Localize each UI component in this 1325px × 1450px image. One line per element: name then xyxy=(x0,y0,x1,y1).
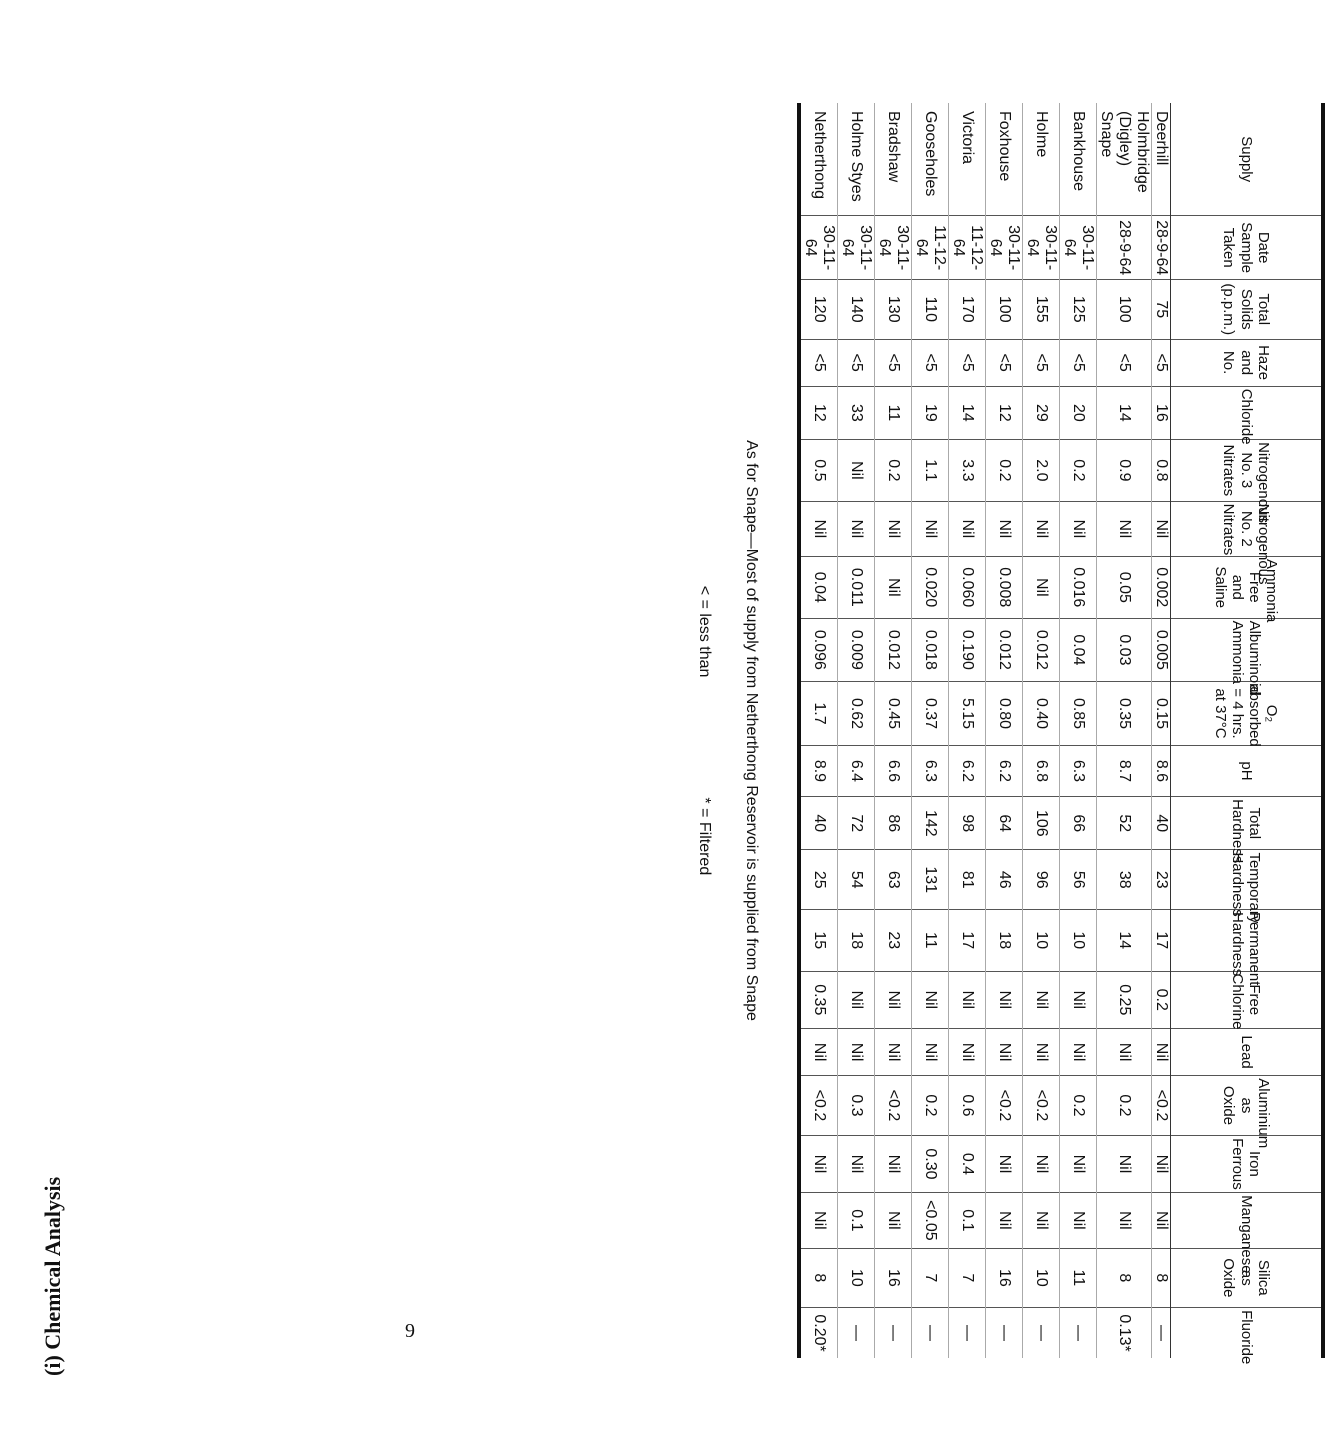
table-cell: 0.018 xyxy=(912,618,949,682)
table-cell: 0.20* xyxy=(799,1308,838,1358)
table-cell: — xyxy=(1060,1308,1097,1358)
table-cell: Nil xyxy=(1060,1029,1097,1076)
table-row xyxy=(838,103,875,1358)
table-cell: 20 xyxy=(1060,386,1097,439)
table-cell: 0.012 xyxy=(875,618,912,682)
table-cell: 0.85 xyxy=(1060,682,1097,746)
table-row xyxy=(1060,103,1097,1358)
table-cell: Nil xyxy=(949,971,986,1028)
table-cell: 33 xyxy=(838,386,875,439)
table-cell: Nil xyxy=(1060,501,1097,556)
table-cell: Nil xyxy=(875,501,912,556)
table-cell: 10 xyxy=(838,1248,875,1308)
column-header: Aluminium as Oxide xyxy=(1171,1076,1324,1136)
table-cell: 29 xyxy=(1023,386,1060,439)
table-cell: Nil xyxy=(875,1135,912,1192)
table-cell: 0.2 xyxy=(912,1076,949,1136)
table-cell: 0.04 xyxy=(799,557,838,619)
column-header: Supply xyxy=(1171,103,1324,216)
table-cell: 0.04 xyxy=(1060,618,1097,682)
table-cell: Nil xyxy=(799,1193,838,1248)
table-cell: Nil xyxy=(799,1135,838,1192)
table-cell: 6.2 xyxy=(986,745,1023,796)
table-cell: 100 xyxy=(1097,279,1152,339)
table-cell: Nil xyxy=(912,1029,949,1076)
table-cell: 100 xyxy=(986,279,1023,339)
table-cell: 14 xyxy=(1097,386,1152,439)
table-cell: 0.37 xyxy=(912,682,949,746)
table-cell: Nil xyxy=(799,501,838,556)
table-cell: 23 xyxy=(875,909,912,971)
table-cell: — xyxy=(875,1308,912,1358)
table-cell: 8 xyxy=(1152,1248,1171,1308)
table-cell: 0.2 xyxy=(1152,971,1171,1028)
table-cell: — xyxy=(838,1308,875,1358)
table-cell: 0.45 xyxy=(875,682,912,746)
table-cell: 125 xyxy=(1060,279,1097,339)
table-cell: Nil xyxy=(1023,1029,1060,1076)
table-row xyxy=(986,103,1023,1358)
table-cell: 23 xyxy=(1152,850,1171,910)
table-cell: 0.9 xyxy=(1097,440,1152,502)
table-cell: 46 xyxy=(986,850,1023,910)
table-cell: 6.3 xyxy=(912,745,949,796)
table-cell: 3.3 xyxy=(949,440,986,502)
table-cell: Nil xyxy=(1152,501,1171,556)
legend-less-than: < = less than xyxy=(696,585,713,678)
table-cell: 0.5 xyxy=(799,440,838,502)
table-cell: <5 xyxy=(1097,339,1152,386)
column-header: Nitrogenous No. 2 Nitrates xyxy=(1171,501,1324,556)
table-cell: 0.011 xyxy=(838,557,875,619)
column-header: Lead xyxy=(1171,1029,1324,1076)
table-cell: 19 xyxy=(912,386,949,439)
page-number: 9 xyxy=(405,1320,415,1342)
table-cell: Nil xyxy=(838,1135,875,1192)
chemical-analysis-table xyxy=(797,103,1325,1365)
column-header: Albuminoid Ammonia xyxy=(1171,618,1324,682)
table-cell: 11 xyxy=(1060,1248,1097,1308)
table-cell: 0.03 xyxy=(1097,618,1152,682)
column-header: Chloride xyxy=(1171,386,1324,439)
table-cell: Nil xyxy=(949,1029,986,1076)
table-cell: 6.3 xyxy=(1060,745,1097,796)
table-cell: 0.15 xyxy=(1152,682,1171,746)
table-cell: — xyxy=(912,1308,949,1358)
table-cell: 0.1 xyxy=(949,1193,986,1248)
table-cell: 17 xyxy=(949,909,986,971)
table-cell: 0.190 xyxy=(949,618,986,682)
table-cell: 0.05 xyxy=(1097,557,1152,619)
table-cell: Nil xyxy=(1023,1135,1060,1192)
legend xyxy=(695,103,713,1358)
table-cell: 0.060 xyxy=(949,557,986,619)
supply-name-cell: Foxhouse xyxy=(986,103,1023,216)
table-cell: 0.2 xyxy=(1060,1076,1097,1136)
table-row xyxy=(875,103,912,1358)
table-cell: <0.2 xyxy=(875,1076,912,1136)
table-cell: 98 xyxy=(949,797,986,850)
table-cell: Nil xyxy=(1097,1135,1152,1192)
table-cell: Nil xyxy=(986,971,1023,1028)
column-header: Total Hardness xyxy=(1171,797,1324,850)
table-cell: 0.009 xyxy=(838,618,875,682)
table-cell: Nil xyxy=(986,1193,1023,1248)
table-cell: 11-12-64 xyxy=(949,216,986,280)
column-header: Silica as Oxide xyxy=(1171,1248,1324,1308)
supply-name-cell: Holme xyxy=(1023,103,1060,216)
table-cell: Nil xyxy=(1060,971,1097,1028)
table-cell: 81 xyxy=(949,850,986,910)
supply-name-cell: Bradshaw xyxy=(875,103,912,216)
table-cell: 155 xyxy=(1023,279,1060,339)
table-cell: Nil xyxy=(838,440,875,502)
table-cell: Nil xyxy=(1097,501,1152,556)
table-cell: 56 xyxy=(1060,850,1097,910)
table-cell: <0.2 xyxy=(1152,1076,1171,1136)
table-cell: 54 xyxy=(838,850,875,910)
table-cell: Nil xyxy=(1023,1193,1060,1248)
table-cell: <5 xyxy=(1060,339,1097,386)
table-cell: 16 xyxy=(1152,386,1171,439)
table-cell: Nil xyxy=(1097,1029,1152,1076)
table-cell: 1.7 xyxy=(799,682,838,746)
table-cell: 6.4 xyxy=(838,745,875,796)
table-cell: 0.35 xyxy=(1097,682,1152,746)
rotated-table-block xyxy=(696,103,1325,1365)
table-cell: <5 xyxy=(986,339,1023,386)
table-cell: 18 xyxy=(838,909,875,971)
table-cell: Nil xyxy=(875,1029,912,1076)
table-cell: 110 xyxy=(912,279,949,339)
table-cell: Nil xyxy=(912,971,949,1028)
table-cell: 11 xyxy=(875,386,912,439)
table-cell: 8.6 xyxy=(1152,745,1171,796)
table-cell: Nil xyxy=(838,1029,875,1076)
table-cell: 0.2 xyxy=(986,440,1023,502)
table-cell: Nil xyxy=(1023,971,1060,1028)
table-cell: 140 xyxy=(838,279,875,339)
table-cell: Nil xyxy=(912,501,949,556)
table-cell: 14 xyxy=(1097,909,1152,971)
table-cell: 5.15 xyxy=(949,682,986,746)
table-cell: <5 xyxy=(949,339,986,386)
table-cell: <5 xyxy=(799,339,838,386)
table-cell: <0.2 xyxy=(1023,1076,1060,1136)
table-cell: 16 xyxy=(875,1248,912,1308)
table-cell: 10 xyxy=(1023,909,1060,971)
table-cell: <5 xyxy=(1023,339,1060,386)
table-cell: <0.2 xyxy=(986,1076,1023,1136)
table-cell: 28-9-64 xyxy=(1097,216,1152,280)
table-cell: 0.1 xyxy=(838,1193,875,1248)
table-cell: 11 xyxy=(912,909,949,971)
table-cell: 7 xyxy=(912,1248,949,1308)
table-cell: 63 xyxy=(875,850,912,910)
table-cell: 0.40 xyxy=(1023,682,1060,746)
table-cell: <5 xyxy=(838,339,875,386)
table-cell: 0.35 xyxy=(799,971,838,1028)
supply-name-cell: Holme Styes xyxy=(838,103,875,216)
table-cell: 75 xyxy=(1152,279,1171,339)
table-row xyxy=(949,103,986,1358)
column-header: O₂ absorbed = 4 hrs. at 37°C xyxy=(1171,682,1324,746)
table-cell: Nil xyxy=(875,1193,912,1248)
table-header-row xyxy=(1171,103,1324,1358)
table-cell: Nil xyxy=(949,501,986,556)
supply-name-cell: Gooseholes xyxy=(912,103,949,216)
table-row xyxy=(799,103,838,1358)
column-header: Nitrogenous No. 3 Nitrates xyxy=(1171,440,1324,502)
table-cell: 130 xyxy=(875,279,912,339)
column-header: Total Solids (p.p.m.) xyxy=(1171,279,1324,339)
table-cell: Nil xyxy=(1060,1193,1097,1248)
table-cell: 0.2 xyxy=(875,440,912,502)
table-cell: 10 xyxy=(1023,1248,1060,1308)
column-header: pH xyxy=(1171,745,1324,796)
table-cell: — xyxy=(949,1308,986,1358)
legend-filtered: * = Filtered xyxy=(696,797,713,876)
table-cell: 6.2 xyxy=(949,745,986,796)
table-cell: 52 xyxy=(1097,797,1152,850)
table-cell: 0.008 xyxy=(986,557,1023,619)
table-cell: 6.6 xyxy=(875,745,912,796)
table-cell: Nil xyxy=(1152,1029,1171,1076)
table-cell: 16 xyxy=(986,1248,1023,1308)
table-cell: 11-12-64 xyxy=(912,216,949,280)
table-cell: 38 xyxy=(1097,850,1152,910)
table-cell: 6.8 xyxy=(1023,745,1060,796)
column-header: Free Chlorine xyxy=(1171,971,1324,1028)
footnote-row xyxy=(705,103,797,1358)
table-cell: 18 xyxy=(986,909,1023,971)
supply-name-cell: Deerhill xyxy=(1152,103,1171,216)
table-cell: <0.2 xyxy=(799,1076,838,1136)
table-cell: 40 xyxy=(799,797,838,850)
page-heading: (i) Chemical Analysis xyxy=(40,1176,65,1376)
table-cell: — xyxy=(1152,1308,1171,1358)
table-cell: <5 xyxy=(875,339,912,386)
table-cell: Nil xyxy=(986,1029,1023,1076)
table-cell: 30-11-64 xyxy=(1023,216,1060,280)
table-cell: <5 xyxy=(912,339,949,386)
table-cell: — xyxy=(1023,1308,1060,1358)
table-cell: 12 xyxy=(799,386,838,439)
table-cell: 10 xyxy=(1060,909,1097,971)
table-cell: 170 xyxy=(949,279,986,339)
table-cell: 86 xyxy=(875,797,912,850)
table-cell: 8 xyxy=(1097,1248,1152,1308)
table-cell: 30-11-64 xyxy=(838,216,875,280)
table-cell: Nil xyxy=(1152,1193,1171,1248)
table-cell: 28-9-64 xyxy=(1152,216,1171,280)
table-cell: 0.002 xyxy=(1152,557,1171,619)
table-cell: 131 xyxy=(912,850,949,910)
column-header: Permanent Hardness xyxy=(1171,909,1324,971)
snape-note: As for Snape—Most of supply from Netherthong Reservoir is supplied from Snape xyxy=(743,440,760,1021)
table-row xyxy=(1023,103,1060,1358)
table-cell: 0.096 xyxy=(799,618,838,682)
table-cell: 0.012 xyxy=(1023,618,1060,682)
table-cell: 8.9 xyxy=(799,745,838,796)
table-row xyxy=(912,103,949,1358)
table-cell: 64 xyxy=(986,797,1023,850)
supply-name-cell: Victoria xyxy=(949,103,986,216)
table-cell: Nil xyxy=(1097,1193,1152,1248)
table-cell: Nil xyxy=(986,501,1023,556)
table-cell: Nil xyxy=(1060,1135,1097,1192)
table-cell: 25 xyxy=(799,850,838,910)
table-cell: 0.13* xyxy=(1097,1308,1152,1358)
column-header: Fluoride xyxy=(1171,1308,1324,1358)
column-header: Iron Ferrous xyxy=(1171,1135,1324,1192)
table-cell: Nil xyxy=(875,557,912,619)
table-cell: 0.012 xyxy=(986,618,1023,682)
table-cell: 40 xyxy=(1152,797,1171,850)
table-cell: 106 xyxy=(1023,797,1060,850)
table-cell: 30-11-64 xyxy=(986,216,1023,280)
table-cell: <0.05 xyxy=(912,1193,949,1248)
table-cell: <5 xyxy=(1152,339,1171,386)
table-cell: Nil xyxy=(1023,557,1060,619)
table-cell: 0.6 xyxy=(949,1076,986,1136)
supply-name-cell: Bankhouse xyxy=(1060,103,1097,216)
column-header: Date Sample Taken xyxy=(1171,216,1324,280)
column-header: Manganese xyxy=(1171,1193,1324,1248)
table-cell: 0.005 xyxy=(1152,618,1171,682)
table-cell: 8 xyxy=(799,1248,838,1308)
table-cell: 1.1 xyxy=(912,440,949,502)
table-row xyxy=(1097,103,1152,1358)
table-cell: 120 xyxy=(799,279,838,339)
table-cell: Nil xyxy=(986,1135,1023,1192)
table-cell: 66 xyxy=(1060,797,1097,850)
table-cell: 0.4 xyxy=(949,1135,986,1192)
table-cell: Nil xyxy=(875,971,912,1028)
table-cell: 30-11-64 xyxy=(1060,216,1097,280)
table-cell: 0.62 xyxy=(838,682,875,746)
table-cell: 0.3 xyxy=(838,1076,875,1136)
table-cell: 142 xyxy=(912,797,949,850)
column-header: Temporary Hardness xyxy=(1171,850,1324,910)
table-cell: 12 xyxy=(986,386,1023,439)
column-header: Haze and No. xyxy=(1171,339,1324,386)
table-cell: 0.020 xyxy=(912,557,949,619)
table-cell: 0.2 xyxy=(1097,1076,1152,1136)
table-cell: Nil xyxy=(838,971,875,1028)
table-cell: 0.80 xyxy=(986,682,1023,746)
table-cell: 0.016 xyxy=(1060,557,1097,619)
table-cell: 17 xyxy=(1152,909,1171,971)
supply-name-cell: Holmbridge (Digley) Snape xyxy=(1097,103,1152,216)
table-cell: 0.8 xyxy=(1152,440,1171,502)
table-cell: 72 xyxy=(838,797,875,850)
table-cell: 0.30 xyxy=(912,1135,949,1192)
table-cell: 96 xyxy=(1023,850,1060,910)
table-cell: 0.25 xyxy=(1097,971,1152,1028)
table-cell: Nil xyxy=(1152,1135,1171,1192)
table-cell: 14 xyxy=(949,386,986,439)
table-cell: Nil xyxy=(838,501,875,556)
table-cell: 30-11-64 xyxy=(799,216,838,280)
table-row xyxy=(1152,103,1171,1358)
table-cell: Nil xyxy=(799,1029,838,1076)
table-cell: 7 xyxy=(949,1248,986,1308)
supply-name-cell: Netherthong xyxy=(799,103,838,216)
table-cell: Nil xyxy=(1023,501,1060,556)
table-cell: 8.7 xyxy=(1097,745,1152,796)
table-cell: 0.2 xyxy=(1060,440,1097,502)
table-cell: 2.0 xyxy=(1023,440,1060,502)
column-header: Ammonia Free and Saline xyxy=(1171,557,1324,619)
table-cell: 15 xyxy=(799,909,838,971)
table-cell: 30-11-64 xyxy=(875,216,912,280)
table-cell: — xyxy=(986,1308,1023,1358)
